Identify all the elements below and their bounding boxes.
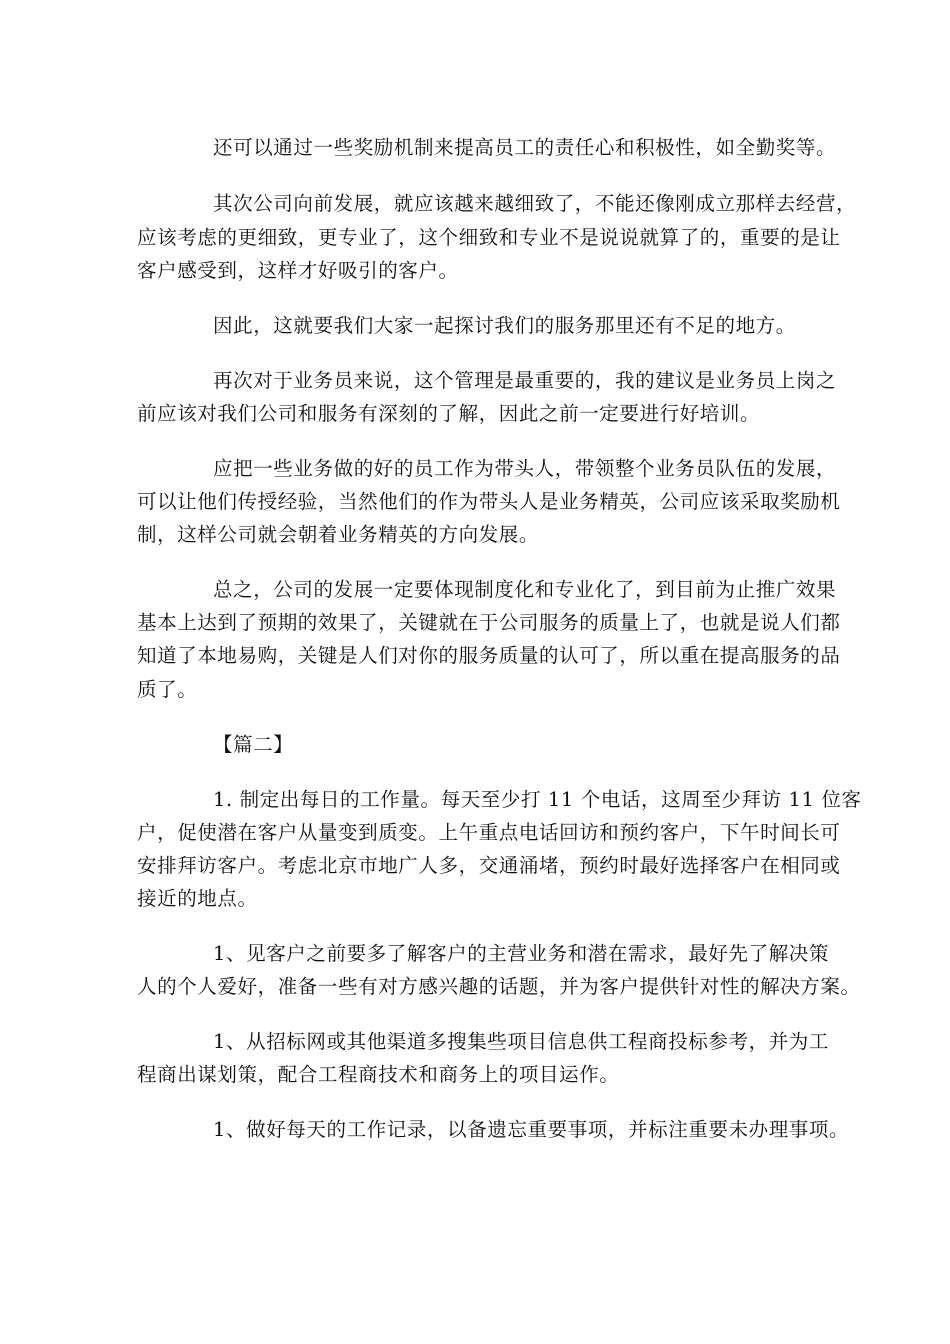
- paragraph-2-line-2: 应该考虑的更细致，更专业了，这个细致和专业不是说说就算了的，重要的是让: [137, 226, 841, 249]
- paragraph-5-line-1: 应把一些业务做的好的员工作为带头人，带领整个业务员队伍的发展，: [213, 457, 837, 480]
- paragraph-8-line-3: 安排拜访客户。考虑北京市地广人多，交通涌堵，预约时最好选择客户在相同或: [137, 854, 841, 877]
- paragraph-9-line-2: 人的个人爱好，准备一些有对方感兴趣的话题，并为客户提供针对性的解决方案。: [137, 975, 861, 998]
- paragraph-8-line-1: 1. 制定出每日的工作量。每天至少打 11 个电话，这周至少拜访 11 位客: [213, 788, 862, 811]
- paragraph-5-line-3: 制，这样公司就会朝着业务精英的方向发展。: [137, 523, 540, 546]
- paragraph-4-line-1: 再次对于业务员来说，这个管理是最重要的，我的建议是业务员上岗之: [213, 369, 837, 392]
- paragraph-8-line-2: 户，促使潜在客户从量变到质变。上午重点电话回访和预约客户，下午时间长可: [137, 821, 841, 844]
- paragraph-6-line-3: 知道了本地易购，关键是人们对你的服务质量的认可了，所以重在提高服务的品: [137, 644, 841, 667]
- section-heading: 【篇二】: [213, 733, 294, 756]
- paragraph-5-line-2: 可以让他们传授经验，当然他们的作为带头人是业务精英，公司应该采取奖励机: [137, 490, 841, 513]
- paragraph-10-line-1: 1、从招标网或其他渠道多搜集些项目信息供工程商投标参考，并为工: [213, 1030, 830, 1053]
- paragraph-2-line-1: 其次公司向前发展，就应该越来越细致了，不能还像刚成立那样去经营，: [213, 192, 857, 215]
- paragraph-6-line-1: 总之，公司的发展一定要体现制度化和专业化了，到目前为止推广效果: [213, 578, 837, 601]
- paragraph-1-line-1: 还可以通过一些奖励机制来提高员工的责任心和积极性，如全勤奖等。: [213, 136, 837, 159]
- paragraph-9-line-1: 1、见客户之前要多了解客户的主营业务和潜在需求，最好先了解决策: [213, 942, 830, 965]
- paragraph-3-line-1: 因此，这就要我们大家一起探讨我们的服务那里还有不足的地方。: [213, 314, 796, 337]
- paragraph-6-line-4: 质了。: [137, 678, 198, 701]
- paragraph-10-line-2: 程商出谋划策，配合工程商技术和商务上的项目运作。: [137, 1063, 620, 1086]
- paragraph-2-line-3: 客户感受到，这样才好吸引的客户。: [137, 259, 459, 282]
- paragraph-8-line-4: 接近的地点。: [137, 887, 258, 910]
- paragraph-4-line-2: 前应该对我们公司和服务有深刻的了解，因此之前一定要进行好培训。: [137, 402, 761, 425]
- paragraph-6-line-2: 基本上达到了预期的效果了，关键就在于公司服务的质量上了，也就是说人们都: [137, 611, 841, 634]
- paragraph-11-line-1: 1、做好每天的工作记录，以备遗忘重要事项，并标注重要未办理事项。: [213, 1118, 850, 1141]
